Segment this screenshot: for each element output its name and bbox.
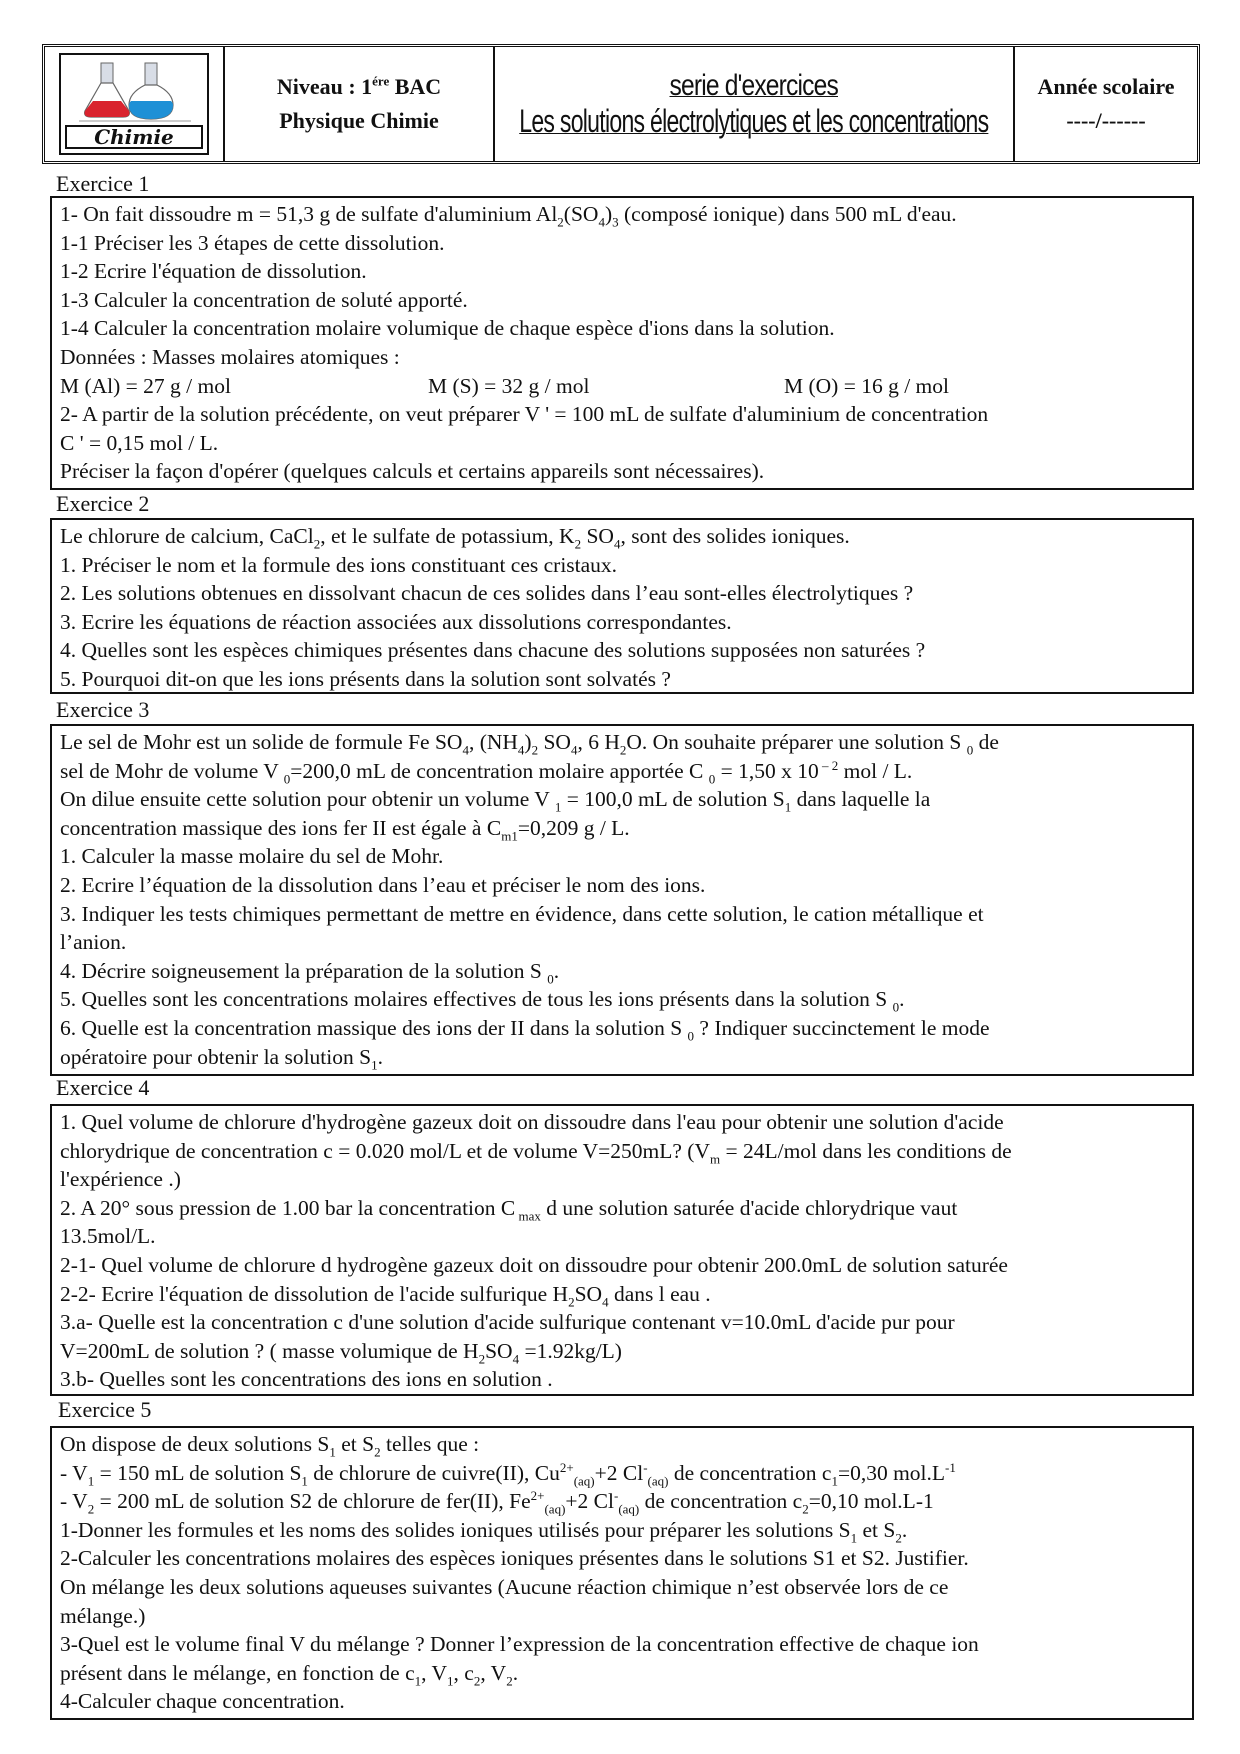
text: sel de Mohr de volume V (60, 758, 284, 783)
ex4-line (60, 1137, 1184, 1166)
ex1-line: 1-1 Préciser les 3 étapes de cette dissolution. (60, 230, 445, 255)
ex3-line (60, 757, 1184, 786)
text: = 150 mL de solution S (94, 1460, 302, 1485)
text: . (901, 1517, 908, 1542)
text: SO (485, 1338, 513, 1363)
level-cell (225, 47, 495, 161)
subscript: 2 (506, 1673, 513, 1689)
exercise-1-box (50, 196, 1194, 490)
exercise-2-label: Exercice 2 (56, 491, 150, 516)
text: ? Indiquer succinctement le mode (694, 1015, 990, 1040)
text: = 1,50 x 10 (715, 758, 819, 783)
ex2-line: 2. Les solutions obtenues en dissolvant chacun de ces solides dans l’eau sont-elles électrolytiques ? (60, 581, 914, 606)
exercise-5-box (50, 1426, 1194, 1720)
ex5-line (60, 1659, 1184, 1688)
ex3-line: 2. Ecrire l’équation de la dissolution dans l’eau et préciser le nom des ions. (60, 872, 706, 897)
text: =200,0 mL de concentration molaire apportée C (290, 758, 709, 783)
ex1-line: 2- A partir de la solution précédente, on veut préparer V ' = 100 mL de sulfate d'aluminium de concentration (60, 402, 989, 427)
text: 4. Décrire soigneusement la préparation de la solution S (60, 958, 548, 983)
ex2-line: 1. Préciser le nom et la formule des ions constituant ces cristaux. (60, 552, 618, 577)
text: =0,30 mol.L (837, 1460, 946, 1485)
subscript: 0 (708, 770, 716, 786)
text: V=200mL de solution ? ( masse volumique de H (60, 1338, 479, 1363)
subscript: m1 (501, 828, 518, 844)
subscript: 2 (313, 536, 321, 552)
text: concentration massique des ions fer II est égale à C (60, 815, 502, 840)
subscript: 2 (802, 1501, 809, 1517)
subscript: 4 (462, 742, 469, 758)
series-subtitle: Les solutions électrolytiques et les concentrations (519, 102, 989, 139)
ex3-line (60, 957, 1184, 986)
text: dans l eau . (608, 1281, 711, 1306)
text: chlorydrique de concentration c = 0.020 mol/L et de volume V=250mL? (V (60, 1138, 710, 1163)
ex3-line: l’anion. (60, 930, 127, 955)
subscript: 4 (613, 536, 621, 552)
text: , sont des solides ioniques. (620, 524, 850, 548)
text: dans laquelle la (791, 787, 931, 812)
level-sup: ére (372, 73, 390, 89)
text: de concentration c (668, 1460, 832, 1485)
exercise-4-box (50, 1104, 1194, 1396)
logo-cell (45, 47, 225, 161)
subscript: (aq) (647, 1472, 669, 1488)
text: Le chlorure de calcium, CaCl (60, 524, 314, 548)
exercise-3-box (50, 724, 1194, 1076)
text: =0,10 mol.L-1 (808, 1489, 934, 1514)
ex1-line: Préciser la façon d'opérer (quelques calculs et certains appareils sont nécessaires). (60, 459, 765, 484)
subject: Physique Chimie (279, 108, 439, 133)
text: de chlorure de cuivre(II), Cu (307, 1460, 560, 1485)
ex4-line (60, 1194, 1184, 1223)
ex3-line (60, 985, 1184, 1014)
text: = 200 mL de solution S2 de chlorure de fer(II), Fe (94, 1489, 531, 1514)
text: (composé ionique) dans 500 mL d'eau. (618, 202, 957, 226)
subscript: 2 (619, 742, 627, 758)
ex5-line (60, 1516, 1184, 1545)
text: de concentration c (639, 1489, 803, 1514)
text: opératoire pour obtenir la solution S (60, 1044, 372, 1069)
text: , c (453, 1660, 474, 1685)
subscript: 0 (892, 999, 900, 1015)
text: On dilue ensuite cette solution pour obtenir un volume V (60, 787, 555, 812)
text: On dispose de deux solutions S (60, 1432, 330, 1456)
superscript: – 2 (818, 757, 839, 773)
text: , V (480, 1660, 507, 1685)
exercise-5-label: Exercice 5 (58, 1397, 152, 1422)
text: ) (524, 730, 532, 754)
level-line (277, 70, 441, 104)
header-table (42, 44, 1200, 164)
text: 2. A 20° sous pression de 1.00 bar la concentration C (60, 1195, 516, 1220)
text: et S (857, 1517, 896, 1542)
logo (59, 53, 209, 155)
superscript: 2+ (530, 1488, 545, 1504)
text: présent dans le mélange, en fonction de c (60, 1660, 415, 1685)
ex1-line: 1-2 Ecrire l'équation de dissolution. (60, 259, 367, 284)
subscript: 1 (329, 1444, 336, 1460)
text: 6. Quelle est la concentration massique des ions der II dans la solution S (60, 1015, 688, 1040)
exercise-3-label: Exercice 3 (56, 697, 150, 722)
ex3-line (60, 728, 1184, 757)
subscript: 4 (570, 742, 578, 758)
text: =0,209 g / L. (517, 815, 630, 840)
superscript: - (613, 1488, 619, 1504)
subscript: 2 (574, 536, 582, 552)
text: = 100,0 mL de solution S (561, 787, 785, 812)
level-suffix: BAC (389, 74, 442, 99)
subscript: 3 (612, 214, 619, 230)
text: mol / L. (838, 758, 913, 783)
ex5-line: 2-Calculer les concentrations molaires des espèces ioniques présentes dans le solutions S1 et S2. Justifier. (60, 1546, 969, 1571)
exercise-2-box (50, 518, 1194, 694)
subscript: 1 (784, 799, 792, 815)
ex2-line (60, 522, 1184, 551)
subscript: 1 (87, 1472, 95, 1488)
logo-label: Chimie (65, 125, 203, 149)
subscript: 0 (687, 1028, 695, 1044)
subscript: (aq) (573, 1472, 595, 1488)
subscript: m (709, 1150, 721, 1166)
ex3-line: 3. Indiquer les tests chimiques permettant de mettre en évidence, dans cette solution, le cation métallique et (60, 901, 984, 926)
subscript: 1 (850, 1530, 858, 1546)
ex1-line: 1-3 Calculer la concentration de soluté apporté. (60, 287, 468, 312)
subscript: 2 (473, 1673, 481, 1689)
ex3-line (60, 814, 1184, 843)
text: SO (574, 1281, 603, 1306)
exercise-1-label: Exercice 1 (56, 171, 150, 196)
molar-mass-al: M (Al) = 27 g / mol (60, 373, 231, 398)
subscript: 2 (895, 1530, 902, 1546)
subscript: max (515, 1208, 541, 1224)
superscript: 2+ (559, 1459, 574, 1475)
text: 1- On fait dissoudre m = 51,3 g de sulfate d'aluminium Al (60, 202, 558, 226)
text: +2 Cl (594, 1460, 644, 1485)
ex5-line (60, 1459, 1184, 1488)
ex5-line: 4-Calculer chaque concentration. (60, 1689, 345, 1714)
text: telles que : (380, 1432, 480, 1456)
text: (SO (563, 202, 599, 226)
ex1-line: 1-4 Calculer la concentration molaire volumique de chaque espèce d'ions dans la solution. (60, 316, 835, 341)
text: 2-2- Ecrire l'équation de dissolution de l'acide sulfurique H (60, 1281, 569, 1306)
subscript: 2 (478, 1351, 486, 1367)
ex1-line: Données : Masses molaires atomiques : (60, 344, 400, 369)
ex4-line: 13.5mol/L. (60, 1224, 156, 1249)
ex4-line: 3.b- Quelles sont les concentrations des ions en solution . (60, 1367, 553, 1392)
text: . (899, 987, 905, 1012)
text: . (377, 1044, 383, 1069)
text: =1.92kg/L) (519, 1338, 622, 1363)
text: = 24L/mol dans les conditions de (720, 1138, 1012, 1163)
ex3-line: 1. Calculer la masse molaire du sel de Mohr. (60, 844, 444, 869)
text: , et le sulfate de potassium, K (320, 524, 575, 548)
text: SO (581, 524, 614, 548)
year-label: Année scolaire (1037, 74, 1175, 99)
subscript: 2 (531, 742, 539, 758)
subscript: (aq) (544, 1501, 566, 1517)
series-title: serie d'exercices (669, 68, 839, 102)
subscript: 4 (602, 1293, 609, 1309)
exercise-4-label: Exercice 4 (56, 1075, 150, 1100)
ex4-line: 3.a- Quelle est la concentration c d'une solution d'acide sulfurique contenant v=10.0mL d'acide pur pour (60, 1310, 955, 1335)
ex4-line (60, 1337, 1184, 1366)
ex4-line: 1. Quel volume de chlorure d'hydrogène gazeux doit on dissoudre dans l'eau pour obtenir une solution d'acide (60, 1110, 1004, 1134)
text: de (973, 730, 999, 754)
year-cell (1015, 47, 1197, 161)
subscript: 2 (568, 1293, 575, 1309)
subscript: 2 (557, 214, 564, 230)
subscript: 4 (517, 742, 525, 758)
text: , 6 H (577, 730, 620, 754)
superscript: - (643, 1459, 648, 1475)
ex2-line: 5. Pourquoi dit-on que les ions présents dans la solution sont solvatés ? (60, 666, 671, 691)
ex2-line: 4. Quelles sont les espèces chimiques présentes dans chacune des solutions supposées non saturées ? (60, 638, 926, 663)
molar-mass-o: M (O) = 16 g / mol (784, 373, 950, 398)
subscript: 1 (371, 1056, 378, 1072)
text: . (512, 1660, 519, 1685)
subscript: 0 (966, 742, 974, 758)
ex3-line (60, 1014, 1184, 1043)
chemistry-flasks-icon (79, 61, 191, 123)
subscript: 1 (447, 1673, 454, 1689)
subscript: 1 (554, 799, 562, 815)
ex4-line: 2-1- Quel volume de chlorure d hydrogène gazeux doit on dissoudre pour obtenir 200.0mL de solution saturée (60, 1252, 1008, 1277)
text: ) (604, 202, 613, 226)
ex2-line: 3. Ecrire les équations de réaction associées aux dissolutions correspondantes. (60, 609, 732, 634)
text: - V (60, 1460, 88, 1485)
ex1-line (60, 200, 1184, 229)
subscript: 1 (301, 1472, 308, 1488)
subscript: 4 (598, 214, 605, 230)
superscript: -1 (945, 1459, 956, 1475)
title-cell (495, 47, 1015, 161)
ex1-line: C ' = 0,15 mol / L. (60, 430, 219, 455)
ex3-line (60, 785, 1184, 814)
subscript: 4 (512, 1351, 520, 1367)
text: , V (421, 1660, 448, 1685)
text: +2 Cl (565, 1489, 614, 1514)
subscript: 0 (547, 971, 554, 987)
subscript: (aq) (618, 1501, 640, 1517)
text: d une solution saturée d'acide chlorydrique vaut (540, 1195, 958, 1220)
molar-masses-row (60, 372, 1184, 401)
subscript: 2 (374, 1444, 381, 1460)
ex4-line: l'expérience .) (60, 1167, 181, 1192)
subscript: 1 (831, 1472, 838, 1488)
molar-mass-s: M (S) = 32 g / mol (428, 373, 590, 398)
subscript: 0 (283, 770, 291, 786)
text: , (NH (468, 730, 518, 754)
ex5-line (60, 1487, 1184, 1516)
text: 5. Quelles sont les concentrations molaires effectives de tous les ions présents dans la solution S (60, 987, 893, 1012)
ex5-line: 3-Quel est le volume final V du mélange ? Donner l’expression de la concentration effective de chaque ion (60, 1632, 979, 1657)
text: . (553, 958, 560, 983)
year-value: ----/------ (1066, 108, 1146, 133)
text: O. On souhaite préparer une solution S (626, 730, 967, 754)
ex5-line: mélange.) (60, 1603, 146, 1628)
text: - V (60, 1489, 88, 1514)
subscript: 2 (87, 1501, 95, 1517)
ex4-line (60, 1280, 1184, 1309)
level-prefix: Niveau : 1 (276, 74, 373, 99)
text: 1-Donner les formules et les noms des solides ioniques utilisés pour préparer les solutions S (60, 1517, 851, 1542)
ex3-line (60, 1043, 1184, 1072)
text: SO (538, 730, 571, 754)
ex5-line: On mélange les deux solutions aqueuses suivantes (Aucune réaction chimique n’est observée lors de ce (60, 1574, 949, 1599)
ex5-line (60, 1430, 1184, 1459)
subscript: 1 (414, 1673, 422, 1689)
text: Le sel de Mohr est un solide de formule Fe SO (60, 730, 463, 754)
text: et S (335, 1432, 375, 1456)
